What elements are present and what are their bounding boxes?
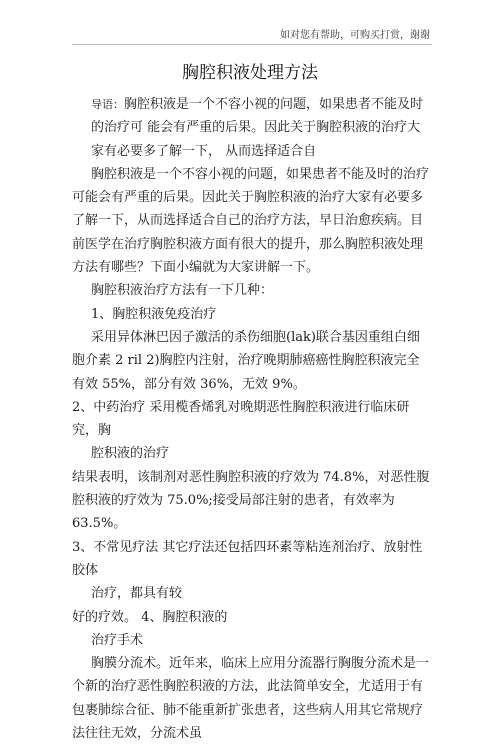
intro-text: 胸腔积液是一个不容小视的问题，如果患者不能及时的治疗可 能会有严重的后果。因此关于胸腔积液的治疗大家有必要多了解一下， 从而选择适合自 bbox=[91, 97, 424, 159]
paragraph-tcm-results: 结果表明，该制剂对恶性胸腔积液的疗效为 74.8%，对恶性腹腔积液的疗效为 75.0%;接受局部注射的患者，有效率为 63.5%。 bbox=[72, 469, 430, 532]
header-divider bbox=[72, 44, 432, 45]
heading-surgery: 治疗手术 bbox=[91, 632, 144, 648]
paragraph-efficacy: 好的疗效。 4、胸腔积液的 bbox=[72, 609, 228, 625]
heading-tcm bbox=[72, 396, 431, 466]
header-note: 如对您有帮助，可购买打赏，谢谢 bbox=[280, 30, 430, 41]
paragraph-methods-intro: 胸腔积液治疗方法有一下几种： bbox=[91, 283, 274, 299]
document-title: 胸腔积液处理方法 bbox=[182, 63, 318, 83]
paragraph-overview: 胸腔积液是一个不容小视的问题，如果患者不能及时的治疗可能会有严重的后果。因此关于胸腔积液的治疗大家有必要多了解一下，从而选择适合自己的治疗方法，早日治愈疾病。目前医学在治疗胸腔积液方面有很大的提升，那么胸腔积液处理方法有哪些？下面小编就为大家讲解一下。 bbox=[72, 166, 430, 276]
heading-uncommon bbox=[72, 536, 431, 606]
heading-tcm-line2: 腔积液的治疗 bbox=[91, 446, 170, 462]
intro-paragraph bbox=[91, 93, 431, 163]
intro-lead: 导语： bbox=[91, 98, 124, 111]
heading-tcm-line1: 2、中药治疗 采用榄香烯乳对晚期恶性胸腔积液进行临床研究，胸 bbox=[72, 399, 410, 439]
document-body bbox=[72, 93, 431, 745]
heading-uncommon-line2: 治疗，都具有较 bbox=[91, 586, 183, 602]
heading-uncommon-line1: 3、不常见疗法 其它疗法还包括四环素等粘连剂治疗、放射性胶体 bbox=[72, 539, 423, 578]
paragraph-immunotherapy: 采用异体淋巴因子激活的杀伤细胞(lak)联合基因重组白细胞介素 2 ril 2)胸腔内注射，治疗晚期肺癌癌性胸腔积液完全有效 55%，部分有效 36%，无效 9%。 bbox=[72, 329, 420, 392]
heading-immunotherapy: 1、胸腔积液免疫治疗 bbox=[91, 306, 217, 322]
paragraph-surgery: 胸膜分流术。近年来，临床上应用分流器行胸腹分流术是一个新的治疗恶性胸腔积液的方法，此法简单安全，尤适用于有包裹肺综合征、肺不能重新扩张患者，这些病人用其它常规疗法往往无效，分流术虽 bbox=[72, 656, 430, 742]
